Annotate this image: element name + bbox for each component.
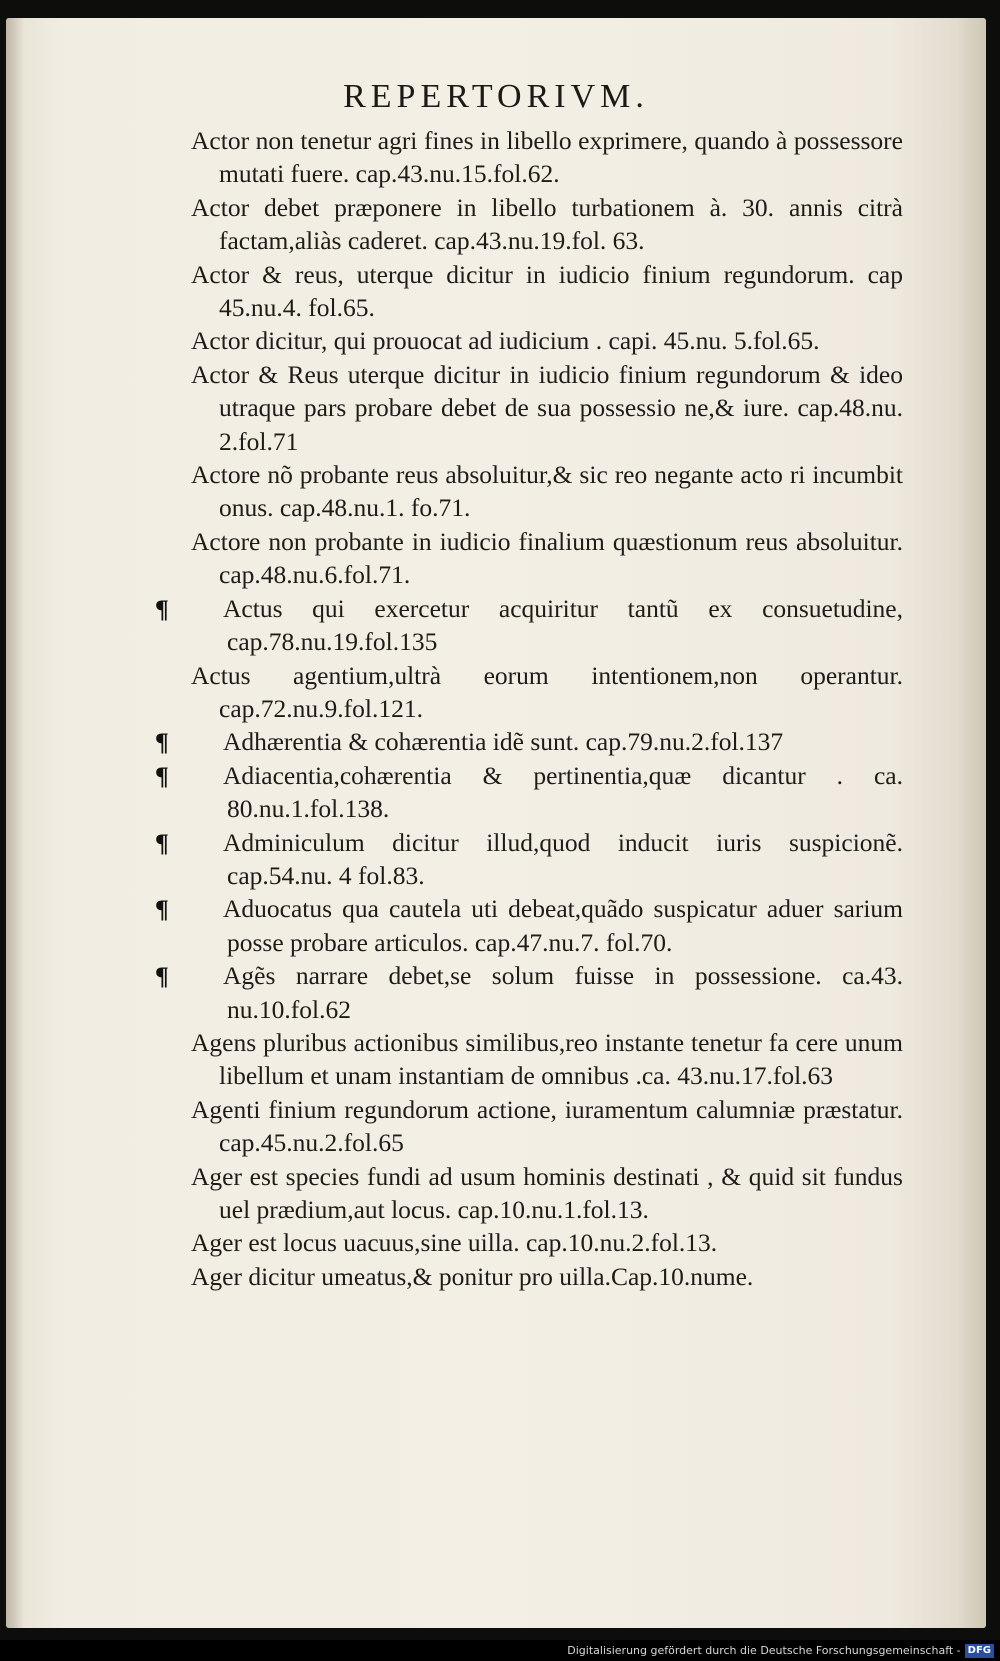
index-entry: Actus agentium,ultrà eorum intentionem,non operantur. cap.72.nu.9.fol.121. — [191, 660, 903, 723]
index-entry: ¶ Actus qui exercetur acquiritur tantũ ex consuetudine, cap.78.nu.19.fol.135 — [191, 592, 903, 659]
digitization-footer — [0, 1640, 1000, 1661]
index-entry: Actor & Reus uterque dicitur in iudicio finium regundorum & ideo utraque pars probare debet de sua possessio ne,& iure. cap.48.nu. 2.fol.71 — [191, 359, 903, 456]
index-entry: Actore nõ probante reus absoluitur,& sic reo negante acto ri incumbit onus. cap.48.nu.1. fo.71. — [191, 460, 903, 523]
index-entry: Ager est species fundi ad usum hominis destinati , & quid sit fundus uel prædium,aut locus. cap.10.nu.1.fol.13. — [191, 1161, 903, 1224]
index-entry: Ager dicitur umeatus,& ponitur pro uilla.Cap.10.nume. — [191, 1261, 754, 1291]
index-entry: Actor dicitur, qui prouocat ad iudicium . capi. 45.nu. 5.fol.65. — [191, 326, 820, 356]
page-edge-shadow — [956, 18, 986, 1628]
index-entry: ¶ Agẽs narrare debet,se solum fuisse in possessione. ca.43. nu.10.fol.62 — [191, 959, 903, 1026]
index-entry: Actor debet præponere in libello turbationem à. 30. annis citrà factam,aliàs caderet. cap.43.nu.19.fol. 63. — [191, 192, 903, 256]
index-entry: ¶ Adiacentia,cohærentia & pertinentia,quæ dicantur . ca. 80.nu.1.fol.138. — [191, 759, 903, 826]
index-entry: Agens pluribus actionibus similibus,reo instante tenetur fa cere unum libellum et unam instantiam de omnibus .ca. 43.nu.17.fol.63 — [191, 1027, 903, 1091]
index-entry: Actore non probante in iudicio finalium quæstionum reus absoluitur. cap.48.nu.6.fol.71. — [191, 526, 903, 590]
footer-credit: Digitalisierung gefördert durch die Deutsche Forschungsgemeinschaft - — [567, 1644, 961, 1657]
running-head: REPERTORIVM. — [343, 78, 649, 115]
index-entry: ¶ Adhærentia & cohærentia idẽ sunt. cap.79.nu.2.fol.137 — [191, 725, 903, 758]
dfg-logo: DFG — [965, 1644, 994, 1658]
book-page — [6, 18, 986, 1628]
page-gutter-shadow — [6, 18, 24, 1628]
index-entry: Ager est locus uacuus,sine uilla. cap.10.nu.2.fol.13. — [191, 1228, 718, 1258]
index-entry: ¶ Aduocatus qua cautela uti debeat,quãdo suspicatur aduer sarium posse probare articulos. cap.47.nu.7. fol.70. — [191, 892, 903, 959]
index-entries — [191, 124, 903, 1293]
index-entry: Actor non tenetur agri fines in libello exprimere, quando à possessore mutati fuere. cap.43.nu.15.fol.62. — [191, 126, 903, 189]
index-entry: Agenti finium regundorum actione, iuramentum calumniæ præstatur. cap.45.nu.2.fol.65 — [191, 1094, 903, 1158]
index-entry: ¶ Adminiculum dicitur illud,quod inducit iuris suspicionẽ. cap.54.nu. 4 fol.83. — [191, 826, 903, 893]
index-entry: Actor & reus, uterque dicitur in iudicio finium regundorum. cap 45.nu.4. fol.65. — [191, 259, 903, 323]
